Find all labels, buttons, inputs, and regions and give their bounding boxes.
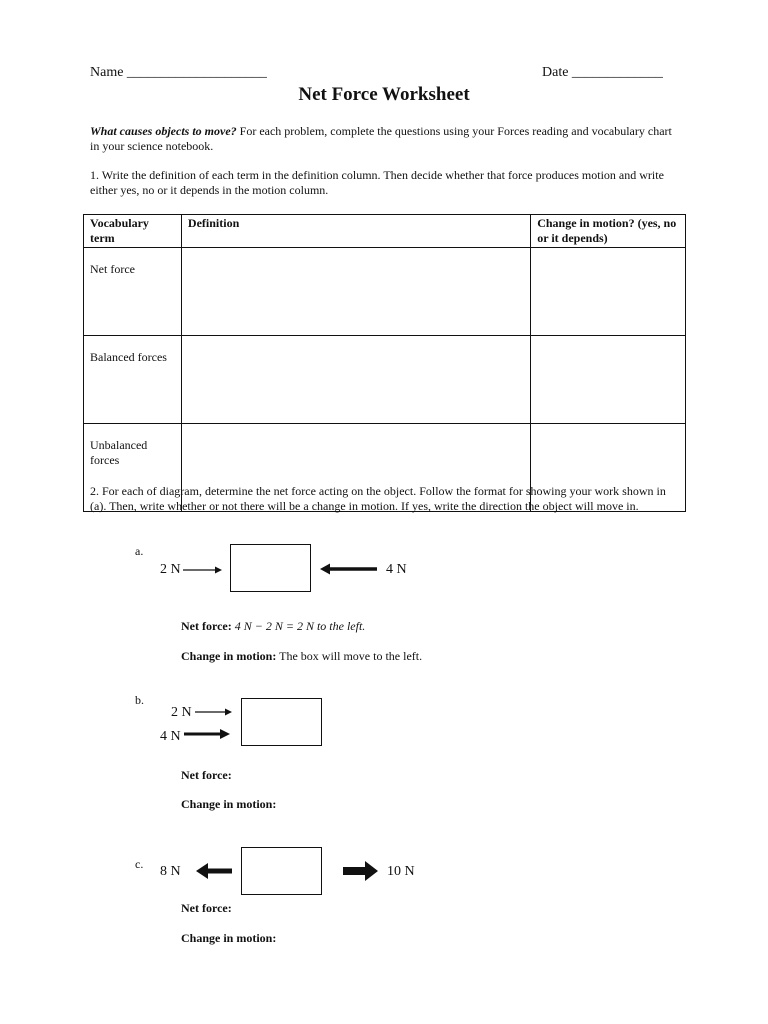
problem-b-letter: b. (135, 693, 144, 707)
date-field-label: Date _____________ (542, 65, 663, 80)
intro-text: For each problem, complete the questions using your Forces reading and vocabulary chart in your science notebook. (90, 124, 672, 153)
header-vocabulary-term: Vocabulary term (84, 215, 182, 248)
definition-cell[interactable] (181, 248, 530, 336)
question-2-text: 2. For each of diagram, determine the net force acting on the object. Follow the format for showing your work shown in (a). Then, write whether or not there will be a change in motion. If yes, write the direction the object will move in. (90, 484, 666, 513)
problem-b-bottom-force-label: 4 N (160, 729, 181, 744)
problem-a-right-force-label: 4 N (386, 562, 407, 577)
page-title: Net Force Worksheet (298, 84, 470, 105)
net-force-label: Net force: (181, 619, 232, 633)
problem-a-box (230, 544, 311, 592)
problem-a-letter: a. (135, 544, 144, 558)
term-cell: Net force (84, 248, 182, 336)
table-header-row (84, 215, 686, 248)
name-field-label: Name ____________________ (90, 65, 267, 80)
problem-c-left-force-label: 8 N (160, 864, 181, 879)
problem-c-net-force-label: Net force: (181, 901, 232, 915)
problem-a-change-in-motion (181, 649, 422, 664)
intro-question: What causes objects to move? (90, 124, 237, 138)
problem-b-net-force-label: Net force: (181, 768, 232, 782)
header-definition: Definition (181, 215, 530, 248)
right-arrow-icon (183, 565, 223, 577)
problem-c-letter: c. (135, 857, 144, 871)
definition-cell[interactable] (181, 336, 530, 424)
problem-a-left-force-label: 2 N (160, 562, 181, 577)
vocabulary-table (83, 214, 686, 512)
change-in-motion-value: The box will move to the left. (276, 649, 423, 663)
problem-b-box (241, 698, 322, 746)
problem-c-box (241, 847, 322, 895)
problem-b-top-force-label: 2 N (171, 705, 192, 720)
problem-c-change-in-motion-label: Change in motion: (181, 931, 277, 945)
intro-paragraph (90, 124, 680, 154)
question-1-text: 1. Write the definition of each term in the definition column. Then decide whether that force produces motion and write either yes, no or it depends in the motion column. (90, 168, 664, 197)
problem-a-net-force (181, 619, 365, 634)
header-change-in-motion: Change in motion? (yes, no or it depends) (531, 215, 686, 248)
net-force-value: 4 N − 2 N = 2 N to the left. (231, 619, 366, 633)
right-arrow-icon (195, 707, 235, 719)
term-cell: Unbalanced forces (84, 424, 182, 512)
left-arrow-icon (196, 862, 236, 880)
table-row (84, 336, 686, 424)
right-arrow-icon (343, 861, 383, 881)
problem-c-right-force-label: 10 N (387, 864, 415, 879)
left-arrow-icon (320, 563, 378, 577)
right-arrow-icon (184, 728, 234, 742)
change-in-motion-label: Change in motion: (181, 649, 277, 663)
motion-cell[interactable] (531, 248, 686, 336)
motion-cell[interactable] (531, 336, 686, 424)
term-cell: Balanced forces (84, 336, 182, 424)
table-row (84, 248, 686, 336)
problem-b-change-in-motion-label: Change in motion: (181, 797, 277, 811)
